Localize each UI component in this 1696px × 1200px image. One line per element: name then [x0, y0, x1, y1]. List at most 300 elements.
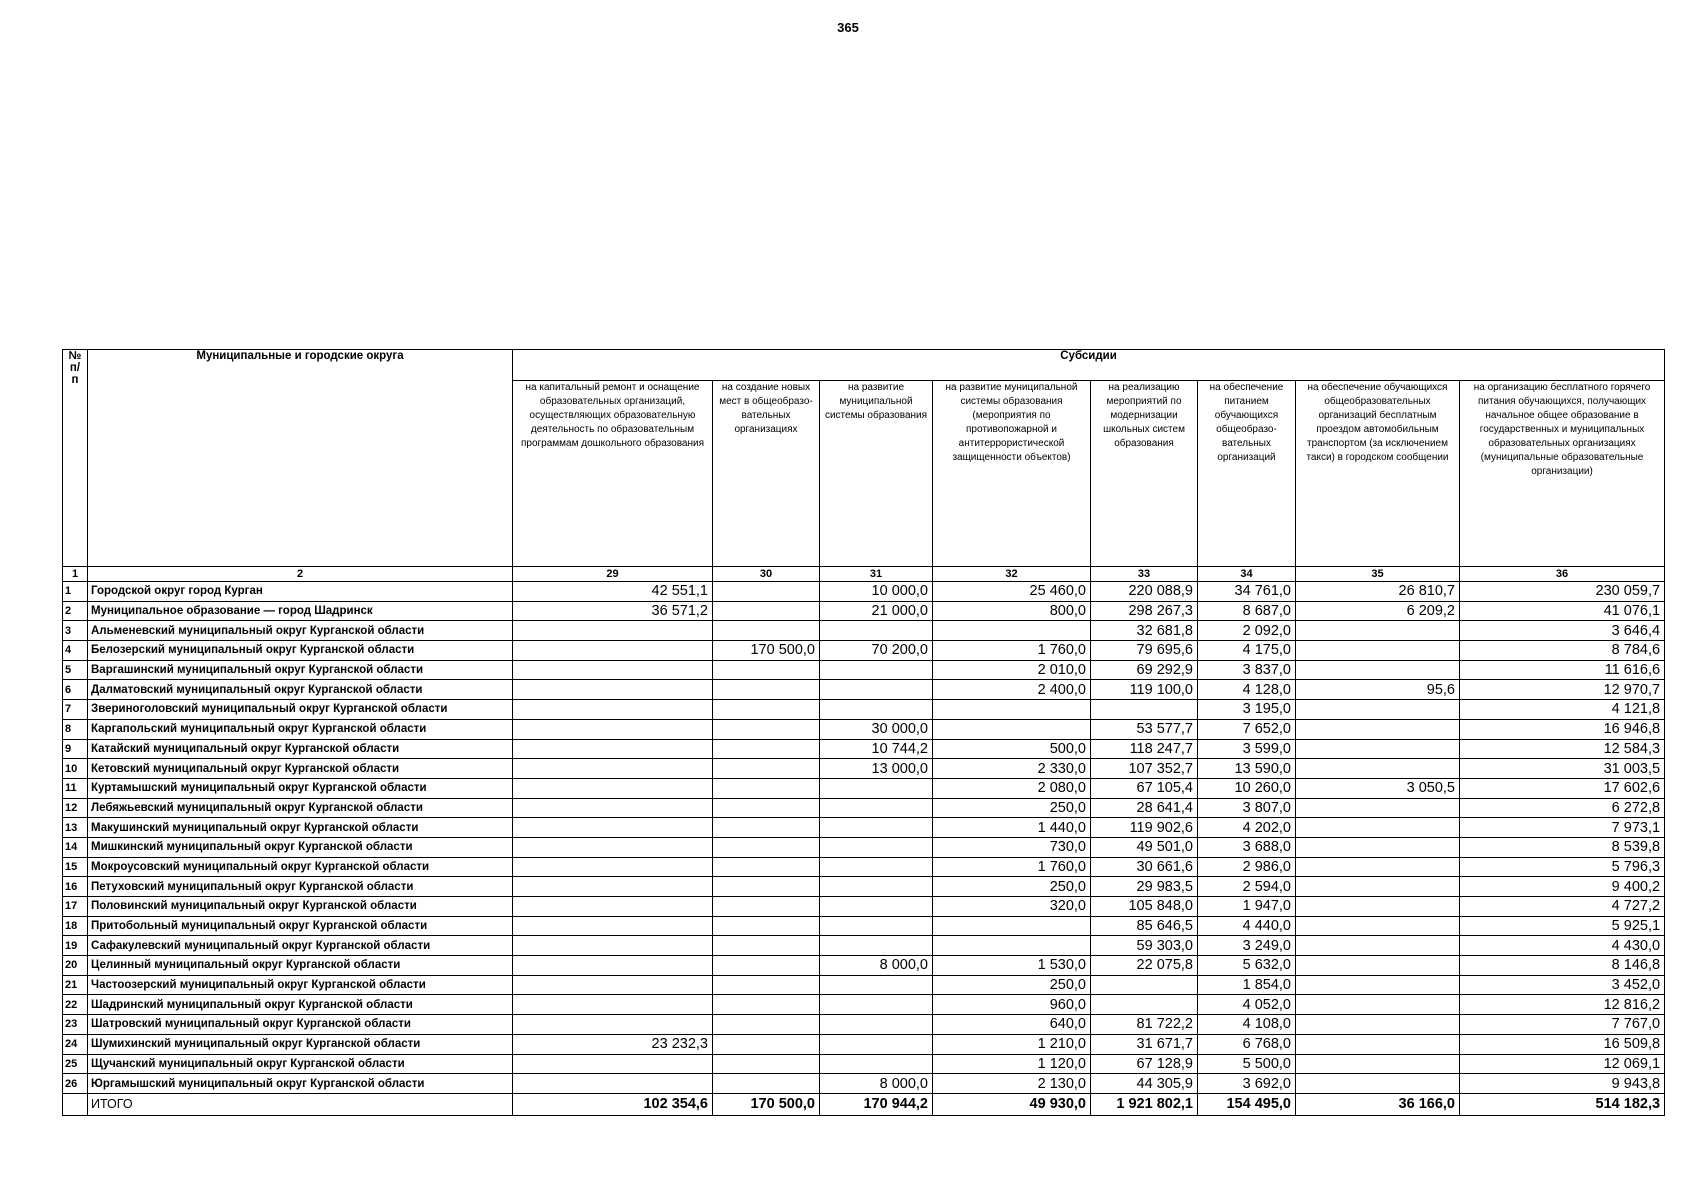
row-number: 16: [63, 877, 88, 897]
amount-cell: [713, 739, 820, 759]
municipality-name: Звериноголовский муниципальный округ Курганской области: [88, 700, 513, 720]
header-no: № п/п: [63, 350, 88, 567]
row-number: 8: [63, 719, 88, 739]
amount-cell: 4 430,0: [1460, 936, 1665, 956]
amount-cell: [1091, 995, 1198, 1015]
amount-cell: [820, 1015, 933, 1035]
column-number: 29: [513, 567, 713, 582]
amount-cell: 4 440,0: [1198, 916, 1296, 936]
table-row: [63, 916, 1665, 936]
amount-cell: 3 452,0: [1460, 975, 1665, 995]
amount-cell: [713, 778, 820, 798]
amount-cell: [820, 778, 933, 798]
amount-cell: 3 599,0: [1198, 739, 1296, 759]
table-row: [63, 739, 1665, 759]
amount-cell: 5 632,0: [1198, 956, 1296, 976]
amount-cell: [713, 759, 820, 779]
amount-cell: 105 848,0: [1091, 897, 1198, 917]
table-row: [63, 975, 1665, 995]
amount-cell: 500,0: [933, 739, 1091, 759]
row-number: 10: [63, 759, 88, 779]
amount-cell: [513, 897, 713, 917]
amount-cell: [1091, 700, 1198, 720]
amount-cell: 102 354,6: [513, 1093, 713, 1115]
amount-cell: [1296, 1034, 1460, 1054]
amount-cell: [713, 1074, 820, 1094]
municipality-name: Куртамышский муниципальный округ Курганской области: [88, 778, 513, 798]
table-row: [63, 719, 1665, 739]
amount-cell: [513, 680, 713, 700]
amount-cell: [713, 995, 820, 1015]
municipality-name: Белозерский муниципальный округ Курганской области: [88, 641, 513, 661]
table-row: [63, 1015, 1665, 1035]
amount-cell: [820, 1034, 933, 1054]
amount-cell: [513, 975, 713, 995]
amount-cell: 4 108,0: [1198, 1015, 1296, 1035]
amount-cell: [513, 995, 713, 1015]
amount-cell: 640,0: [933, 1015, 1091, 1035]
amount-cell: 3 807,0: [1198, 798, 1296, 818]
amount-cell: [713, 975, 820, 995]
municipality-name: Шадринский муниципальный округ Курганской области: [88, 995, 513, 1015]
amount-cell: [713, 936, 820, 956]
amount-cell: 7 652,0: [1198, 719, 1296, 739]
table-row: [63, 798, 1665, 818]
amount-cell: 6 768,0: [1198, 1034, 1296, 1054]
amount-cell: 31 671,7: [1091, 1034, 1198, 1054]
amount-cell: [820, 936, 933, 956]
amount-cell: 9 400,2: [1460, 877, 1665, 897]
amount-cell: [1091, 975, 1198, 995]
amount-cell: [933, 700, 1091, 720]
amount-cell: 95,6: [1296, 680, 1460, 700]
amount-cell: [1296, 700, 1460, 720]
amount-cell: 8 687,0: [1198, 601, 1296, 621]
amount-cell: 11 616,6: [1460, 660, 1665, 680]
header-subcolumn: на развитие муниципальной системы образования (мероприятия по противопожарной и антитеррористической защищенности объектов): [933, 381, 1091, 567]
amount-cell: [1296, 660, 1460, 680]
amount-cell: 8 000,0: [820, 1074, 933, 1094]
amount-cell: 69 292,9: [1091, 660, 1198, 680]
amount-cell: [933, 916, 1091, 936]
amount-cell: [713, 837, 820, 857]
amount-cell: 13 000,0: [820, 759, 933, 779]
amount-cell: 170 944,2: [820, 1093, 933, 1115]
table-row: [63, 1054, 1665, 1074]
amount-cell: [513, 641, 713, 661]
column-number: 34: [1198, 567, 1296, 582]
header-subcolumn: на обеспечение питанием обучающихся общеобразо-вательных организаций: [1198, 381, 1296, 567]
amount-cell: [1296, 798, 1460, 818]
amount-cell: 36 571,2: [513, 601, 713, 621]
amount-cell: 1 530,0: [933, 956, 1091, 976]
amount-cell: 5 500,0: [1198, 1054, 1296, 1074]
amount-cell: 25 460,0: [933, 582, 1091, 602]
municipality-name: ИТОГО: [88, 1093, 513, 1115]
amount-cell: [713, 916, 820, 936]
row-number: 15: [63, 857, 88, 877]
amount-cell: 250,0: [933, 798, 1091, 818]
amount-cell: [1296, 956, 1460, 976]
amount-cell: 12 584,3: [1460, 739, 1665, 759]
header-subcolumn: на реализацию мероприятий по модернизации школьных систем образования: [1091, 381, 1198, 567]
amount-cell: 514 182,3: [1460, 1093, 1665, 1115]
amount-cell: [713, 818, 820, 838]
amount-cell: [1296, 975, 1460, 995]
amount-cell: [1296, 621, 1460, 641]
amount-cell: [513, 719, 713, 739]
amount-cell: 2 130,0: [933, 1074, 1091, 1094]
amount-cell: [513, 1015, 713, 1035]
amount-cell: 67 128,9: [1091, 1054, 1198, 1074]
amount-cell: [1296, 936, 1460, 956]
amount-cell: [1296, 719, 1460, 739]
amount-cell: 960,0: [933, 995, 1091, 1015]
row-number: 25: [63, 1054, 88, 1074]
table-row: [63, 995, 1665, 1015]
amount-cell: [513, 621, 713, 641]
amount-cell: [513, 778, 713, 798]
amount-cell: 250,0: [933, 975, 1091, 995]
amount-cell: [820, 877, 933, 897]
amount-cell: [820, 621, 933, 641]
municipality-name: Мокроусовский муниципальный округ Курганской области: [88, 857, 513, 877]
row-number: [63, 1093, 88, 1115]
amount-cell: [820, 995, 933, 1015]
row-number: 5: [63, 660, 88, 680]
amount-cell: 21 000,0: [820, 601, 933, 621]
municipality-name: Далматовский муниципальный округ Курганской области: [88, 680, 513, 700]
amount-cell: 2 010,0: [933, 660, 1091, 680]
amount-cell: 23 232,3: [513, 1034, 713, 1054]
table-row: [63, 877, 1665, 897]
amount-cell: 4 202,0: [1198, 818, 1296, 838]
column-number: 30: [713, 567, 820, 582]
total-row: [63, 1093, 1665, 1115]
amount-cell: 34 761,0: [1198, 582, 1296, 602]
table-row: [63, 857, 1665, 877]
amount-cell: [820, 975, 933, 995]
amount-cell: 5 796,3: [1460, 857, 1665, 877]
row-number: 9: [63, 739, 88, 759]
amount-cell: 3 050,5: [1296, 778, 1460, 798]
amount-cell: 49 930,0: [933, 1093, 1091, 1115]
amount-cell: [713, 621, 820, 641]
amount-cell: 85 646,5: [1091, 916, 1198, 936]
amount-cell: 53 577,7: [1091, 719, 1198, 739]
row-number: 22: [63, 995, 88, 1015]
municipality-name: Юргамышский муниципальный округ Курганской области: [88, 1074, 513, 1094]
amount-cell: 800,0: [933, 601, 1091, 621]
row-number: 2: [63, 601, 88, 621]
amount-cell: 12 816,2: [1460, 995, 1665, 1015]
amount-cell: [933, 621, 1091, 641]
municipality-name: Макушинский муниципальный округ Курганской области: [88, 818, 513, 838]
amount-cell: 8 000,0: [820, 956, 933, 976]
amount-cell: 1 854,0: [1198, 975, 1296, 995]
municipality-name: Половинский муниципальный округ Курганской области: [88, 897, 513, 917]
table-row: [63, 641, 1665, 661]
municipality-name: Петуховский муниципальный округ Курганской области: [88, 877, 513, 897]
row-number: 18: [63, 916, 88, 936]
row-number: 12: [63, 798, 88, 818]
amount-cell: [820, 897, 933, 917]
row-number: 26: [63, 1074, 88, 1094]
amount-cell: [713, 680, 820, 700]
municipality-name: Шумихинский муниципальный округ Курганской области: [88, 1034, 513, 1054]
amount-cell: 320,0: [933, 897, 1091, 917]
amount-cell: 2 330,0: [933, 759, 1091, 779]
amount-cell: [1296, 1015, 1460, 1035]
amount-cell: 230 059,7: [1460, 582, 1665, 602]
amount-cell: [513, 739, 713, 759]
amount-cell: [513, 700, 713, 720]
amount-cell: 81 722,2: [1091, 1015, 1198, 1035]
municipality-name: Катайский муниципальный округ Курганской области: [88, 739, 513, 759]
row-number: 13: [63, 818, 88, 838]
amount-cell: [713, 1034, 820, 1054]
amount-cell: 1 760,0: [933, 641, 1091, 661]
amount-cell: 17 602,6: [1460, 778, 1665, 798]
row-number: 3: [63, 621, 88, 641]
amount-cell: [1296, 739, 1460, 759]
municipality-name: Каргапольский муниципальный округ Курганской области: [88, 719, 513, 739]
amount-cell: 42 551,1: [513, 582, 713, 602]
amount-cell: [513, 936, 713, 956]
table-row: [63, 1074, 1665, 1094]
amount-cell: 79 695,6: [1091, 641, 1198, 661]
amount-cell: 170 500,0: [713, 641, 820, 661]
header-subcolumn: на развитие муниципальной системы образования: [820, 381, 933, 567]
amount-cell: [1296, 877, 1460, 897]
amount-cell: [713, 897, 820, 917]
amount-cell: 2 400,0: [933, 680, 1091, 700]
municipality-name: Шатровский муниципальный округ Курганской области: [88, 1015, 513, 1035]
amount-cell: [1296, 818, 1460, 838]
amount-cell: 26 810,7: [1296, 582, 1460, 602]
table-row: [63, 582, 1665, 602]
amount-cell: 118 247,7: [1091, 739, 1198, 759]
amount-cell: [513, 759, 713, 779]
amount-cell: 16 946,8: [1460, 719, 1665, 739]
municipality-name: Городской округ город Курган: [88, 582, 513, 602]
amount-cell: 7 767,0: [1460, 1015, 1665, 1035]
amount-cell: [820, 857, 933, 877]
municipality-name: Варгашинский муниципальный округ Курганской области: [88, 660, 513, 680]
amount-cell: [713, 700, 820, 720]
amount-cell: [713, 601, 820, 621]
amount-cell: [1296, 759, 1460, 779]
table-row: [63, 897, 1665, 917]
amount-cell: 13 590,0: [1198, 759, 1296, 779]
amount-cell: 170 500,0: [713, 1093, 820, 1115]
amount-cell: 119 902,6: [1091, 818, 1198, 838]
table-row: [63, 936, 1665, 956]
amount-cell: 3 249,0: [1198, 936, 1296, 956]
table-row: [63, 956, 1665, 976]
table-row: [63, 837, 1665, 857]
amount-cell: 9 943,8: [1460, 1074, 1665, 1094]
amount-cell: 1 921 802,1: [1091, 1093, 1198, 1115]
amount-cell: 4 128,0: [1198, 680, 1296, 700]
header-subcolumn: на обеспечение обучающихся общеобразовательных организаций бесплатным проездом автомобильным транспортом (за исключением такси) в городском сообщении: [1296, 381, 1460, 567]
amount-cell: [513, 818, 713, 838]
amount-cell: [933, 936, 1091, 956]
amount-cell: [1296, 1074, 1460, 1094]
amount-cell: 70 200,0: [820, 641, 933, 661]
amount-cell: 4 727,2: [1460, 897, 1665, 917]
amount-cell: [713, 719, 820, 739]
municipality-name: Кетовский муниципальный округ Курганской области: [88, 759, 513, 779]
amount-cell: 4 121,8: [1460, 700, 1665, 720]
header-subcolumn: на создание новых мест в общеобразо-вательных организациях: [713, 381, 820, 567]
amount-cell: [513, 1054, 713, 1074]
amount-cell: 59 303,0: [1091, 936, 1198, 956]
amount-cell: [820, 818, 933, 838]
amount-cell: [513, 956, 713, 976]
municipality-name: Альменевский муниципальный округ Курганской области: [88, 621, 513, 641]
amount-cell: [513, 837, 713, 857]
amount-cell: 154 495,0: [1198, 1093, 1296, 1115]
subsidies-table: [62, 349, 1665, 1116]
amount-cell: [713, 857, 820, 877]
amount-cell: 30 661,6: [1091, 857, 1198, 877]
amount-cell: [1296, 857, 1460, 877]
municipality-name: Мишкинский муниципальный округ Курганской области: [88, 837, 513, 857]
amount-cell: 3 837,0: [1198, 660, 1296, 680]
amount-cell: [713, 1015, 820, 1035]
amount-cell: [713, 956, 820, 976]
table-row: [63, 601, 1665, 621]
amount-cell: 29 983,5: [1091, 877, 1198, 897]
amount-cell: 8 784,6: [1460, 641, 1665, 661]
amount-cell: [513, 660, 713, 680]
table-row: [63, 759, 1665, 779]
amount-cell: [1296, 837, 1460, 857]
amount-cell: 67 105,4: [1091, 778, 1198, 798]
amount-cell: [820, 1054, 933, 1074]
amount-cell: [513, 798, 713, 818]
amount-cell: [1296, 641, 1460, 661]
municipality-name: Сафакулевский муниципальный округ Курганской области: [88, 936, 513, 956]
amount-cell: 36 166,0: [1296, 1093, 1460, 1115]
amount-cell: [820, 837, 933, 857]
column-number: 35: [1296, 567, 1460, 582]
column-number: 1: [63, 567, 88, 582]
municipality-name: Муниципальное образование — город Шадринск: [88, 601, 513, 621]
amount-cell: [820, 700, 933, 720]
row-number: 21: [63, 975, 88, 995]
amount-cell: 298 267,3: [1091, 601, 1198, 621]
amount-cell: 2 986,0: [1198, 857, 1296, 877]
header-subcolumn: на капитальный ремонт и оснащение образовательных организаций, осуществляющих образовательную деятельность по образовательным программам дошкольного образования: [513, 381, 713, 567]
amount-cell: [513, 877, 713, 897]
amount-cell: 119 100,0: [1091, 680, 1198, 700]
amount-cell: [513, 916, 713, 936]
table-row: [63, 680, 1665, 700]
table-row: [63, 621, 1665, 641]
amount-cell: [1296, 897, 1460, 917]
amount-cell: [713, 798, 820, 818]
municipality-name: Щучанский муниципальный округ Курганской области: [88, 1054, 513, 1074]
amount-cell: 31 003,5: [1460, 759, 1665, 779]
table-row: [63, 700, 1665, 720]
column-number: 2: [88, 567, 513, 582]
amount-cell: [1296, 995, 1460, 1015]
amount-cell: 1 760,0: [933, 857, 1091, 877]
table-row: [63, 660, 1665, 680]
municipality-name: Целинный муниципальный округ Курганской области: [88, 956, 513, 976]
amount-cell: [820, 798, 933, 818]
amount-cell: 8 539,8: [1460, 837, 1665, 857]
header-subsidies: Субсидии: [513, 350, 1665, 381]
column-number-row: [63, 567, 1665, 582]
amount-cell: [713, 877, 820, 897]
amount-cell: 1 210,0: [933, 1034, 1091, 1054]
amount-cell: 3 692,0: [1198, 1074, 1296, 1094]
municipality-name: Частоозерский муниципальный округ Курганской области: [88, 975, 513, 995]
municipality-name: Лебяжьевский муниципальный округ Курганской области: [88, 798, 513, 818]
amount-cell: 250,0: [933, 877, 1091, 897]
amount-cell: 16 509,8: [1460, 1034, 1665, 1054]
amount-cell: [713, 1054, 820, 1074]
amount-cell: [513, 857, 713, 877]
column-number: 31: [820, 567, 933, 582]
amount-cell: 12 069,1: [1460, 1054, 1665, 1074]
header-municipality: Муниципальные и городские округа: [88, 350, 513, 567]
table-row: [63, 818, 1665, 838]
amount-cell: 22 075,8: [1091, 956, 1198, 976]
amount-cell: 730,0: [933, 837, 1091, 857]
amount-cell: 6 209,2: [1296, 601, 1460, 621]
amount-cell: 44 305,9: [1091, 1074, 1198, 1094]
amount-cell: 107 352,7: [1091, 759, 1198, 779]
column-number: 32: [933, 567, 1091, 582]
row-number: 23: [63, 1015, 88, 1035]
amount-cell: 6 272,8: [1460, 798, 1665, 818]
column-number: 36: [1460, 567, 1665, 582]
amount-cell: 2 092,0: [1198, 621, 1296, 641]
row-number: 7: [63, 700, 88, 720]
amount-cell: 7 973,1: [1460, 818, 1665, 838]
row-number: 11: [63, 778, 88, 798]
amount-cell: 10 260,0: [1198, 778, 1296, 798]
row-number: 6: [63, 680, 88, 700]
amount-cell: 49 501,0: [1091, 837, 1198, 857]
amount-cell: 220 088,9: [1091, 582, 1198, 602]
amount-cell: 2 594,0: [1198, 877, 1296, 897]
row-number: 4: [63, 641, 88, 661]
header-subcolumn: на организацию бесплатного горячего питания обучающихся, получающих начальное общее образование в государственных и муниципальных образовательных организациях (муниципальные образовательные организации): [1460, 381, 1665, 567]
amount-cell: 28 641,4: [1091, 798, 1198, 818]
amount-cell: [713, 582, 820, 602]
amount-cell: 8 146,8: [1460, 956, 1665, 976]
amount-cell: 10 000,0: [820, 582, 933, 602]
amount-cell: 12 970,7: [1460, 680, 1665, 700]
amount-cell: 5 925,1: [1460, 916, 1665, 936]
amount-cell: 1 947,0: [1198, 897, 1296, 917]
row-number: 1: [63, 582, 88, 602]
amount-cell: [820, 660, 933, 680]
column-number: 33: [1091, 567, 1198, 582]
amount-cell: 3 195,0: [1198, 700, 1296, 720]
amount-cell: [1296, 916, 1460, 936]
row-number: 20: [63, 956, 88, 976]
row-number: 19: [63, 936, 88, 956]
amount-cell: [933, 719, 1091, 739]
amount-cell: 4 175,0: [1198, 641, 1296, 661]
amount-cell: [820, 680, 933, 700]
